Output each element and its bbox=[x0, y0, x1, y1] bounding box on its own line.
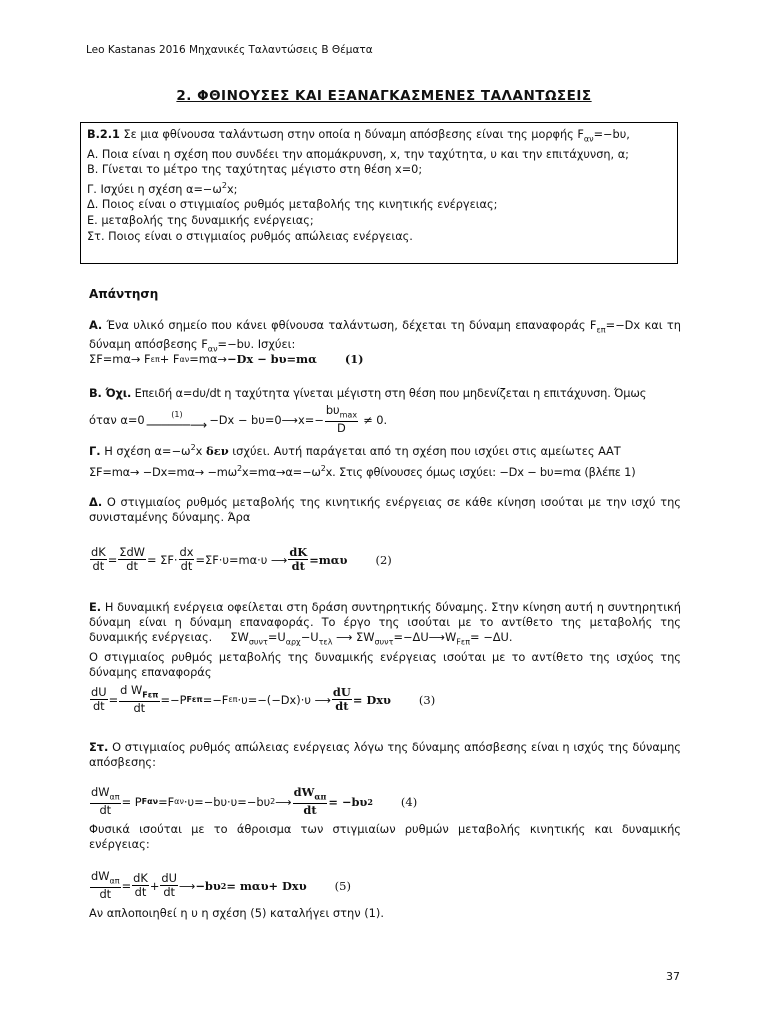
section-e-text: Ε. Η δυναμική ενέργεια οφείλεται στη δράση συντηρητικής δύναμης. Στην κίνηση αυτή η συντηρητική δύναμη είναι η δύναμη επαναφοράς. Το έργο της ισούται με το αντίθετο της μεταβολής της δυναμικής ενέργειας. $\Sigma W_{\sigma\upsilon\nu\tau}=U_{\alpha\rho\chi}-U_{\tau\varepsilon\lambda}$ ⟶ $\Sigma W_{\sigma\upsilon\nu\tau}=-\Delta U⟶W_{F\varepsilon\pi}= -\Delta U$. bbox=[89, 600, 681, 647]
question-c: Γ. Ισχύει η σχέση $\alpha=-\omega^2x$; bbox=[87, 181, 238, 196]
section-b-text: Β. Όχι. Επειδή α=dυ/dt η ταχύτητα γίνεται μέγιστη στη θέση που μηδενίζεται η επιτάχυνση. Όμως bbox=[89, 386, 647, 400]
question-d: Δ. Ποιος είναι ο στιγμιαίος ρυθμός μεταβολής της κινητικής ενέργειας; bbox=[87, 198, 498, 212]
final-remark: Αν απλοποιηθεί η υ η σχέση (5) καταλήγει στην (1). bbox=[89, 906, 384, 920]
chapter-title bbox=[0, 88, 768, 104]
question-id: Β.2.1 bbox=[87, 128, 120, 141]
equation-5: $\frac{dW_{\alpha\pi}}{dt}$ = $\frac{dK}{dt}$ + $\frac{dU}{dt}$ ⟶ −bυ 2 = mαυ+ Dxυ (5) bbox=[91, 869, 351, 902]
section-st-text: Στ. Ο στιγμιαίος ρυθμός απώλειας ενέργειας λόγω της δύναμης απόσβεσης είναι η ισχύς της δύναμης απόσβεσης: bbox=[89, 740, 681, 770]
equation-1: ΣF=mα→ F επ + F αν =mα→ −Dx − bυ=mα (1) bbox=[89, 352, 364, 366]
work-energy-relation: $\Sigma W_{\sigma\upsilon\nu\tau}=U_{\alpha\rho\chi}-U_{\tau\varepsilon\lambda}$ ⟶ $\Sigma W_{\sigma\upsilon\nu\tau}=-\Delta U⟶W_{F\varepsilon\pi}= -\Delta U$. bbox=[230, 630, 513, 647]
section-d-text: Δ. Ο στιγμιαίος ρυθμός μεταβολής της κινητικής ενέργειας σε κάθε κίνηση ισούται με την ισχύ της συνισταμένης δύναμης. Άρα bbox=[89, 495, 681, 525]
chapter-title-text: 2. ΦΘΙΝΟΥΣΕΣ ΚΑΙ ΕΞΑΝΑΓΚΑΣΜΕΝΕΣ ΤΑΛΑΝΤΩΣΕΙΣ bbox=[176, 88, 592, 104]
equation-number-1: (1) bbox=[344, 352, 364, 366]
question-a: Α. Ποια είναι η σχέση που συνδέει την απομάκρυνση, x, την ταχύτητα, υ και την επιτάχυνση, α; bbox=[87, 147, 629, 161]
page-number: 37 bbox=[666, 970, 680, 983]
section-c-line1: Γ. Η σχέση $\alpha=-\omega^2x$ δεν ισχύει. Αυτή παράγεται από τη σχέση που ισχύει στις αμείωτες ΑΑΤ bbox=[89, 443, 621, 458]
question-intro: Β.2.1 Σε μια φθίνουσα ταλάντωση στην οποία η δύναμη απόσβεσης είναι της μορφής $F_{\alpha\nu}=-b\upsilon$, bbox=[87, 128, 630, 144]
running-header: Leo Kastanas 2016 Μηχανικές Ταλαντώσεις Β Θέματα bbox=[86, 44, 373, 56]
question-e: Ε. μεταβολής της δυναμικής ενέργειας; bbox=[87, 213, 314, 227]
section-st-text2: Φυσικά ισούται με το άθροισμα των στιγμιαίων ρυθμών μεταβολής κινητικής και δυναμικής ενέργειας: bbox=[89, 822, 681, 852]
section-a-text: Α. Ένα υλικό σημείο που κάνει φθίνουσα ταλάντωση, δέχεται τη δύναμη επαναφοράς $F_{\varepsilon\pi}=-Dx$ και τη δύναμη απόσβεσης $F_{\alpha\nu}=-b\upsilon$. Ισχύει: bbox=[89, 318, 682, 354]
equation-number-5: (5) bbox=[334, 878, 351, 893]
question-b: Β. Γίνεται το μέτρο της ταχύτητας μέγιστο στη θέση x=0; bbox=[87, 163, 423, 177]
equation-3: $\frac{dU}{dt}$ = $\frac{d W_{F\varepsilon\pi}}{dt}$ =−P Fεπ =−F επ ·υ=−(−Dx)·υ ⟶ $\frac{dU}{dt}$ = Dxυ (3) bbox=[91, 683, 436, 716]
implies-arrow: (1) ──────⟶ bbox=[146, 409, 208, 432]
equation-4: $\frac{dW_{\alpha\pi}}{dt}$ = P Fαν =F αν ·υ=−bυ·υ=−bυ 2 ⟶ $\frac{dW_{\alpha\pi}}{dt}$ = −bυ 2 (4) bbox=[91, 785, 418, 818]
section-c-line2: $\Sigma F=m\alpha\to -Dx=m\alpha\to -m\omega^2x=m\alpha\to\alpha=-\omega^2x$. Στις φθίνουσες όμως ισχύει: −Dx − bυ=mα (βλέπε 1) bbox=[89, 464, 636, 479]
section-b-equation: όταν α=0 (1) ──────⟶ −Dx − bυ=0⟶x=− $\frac{b\upsilon_{max}}{D}$ ≠ 0. bbox=[89, 403, 388, 436]
equation-2: $\frac{dK}{dt}$ = $\frac{\text{ΣdW}}{dt}$ = ΣF· $\frac{dx}{dt}$ =ΣF·υ=mα·υ ⟶ $\frac{dK}{dt}$ =mαυ (2) bbox=[91, 545, 392, 573]
question-box bbox=[80, 122, 678, 264]
equation-number-2: (2) bbox=[375, 552, 392, 567]
section-e-text2: Ο στιγμιαίος ρυθμός μεταβολής της δυναμικής ενέργειας ισούται με το αντίθετο της ισχύος της δύναμης επαναφοράς bbox=[89, 650, 681, 680]
answer-heading: Απάντηση bbox=[89, 287, 159, 301]
equation-number-4: (4) bbox=[400, 794, 418, 809]
question-st: Στ. Ποιος είναι ο στιγμιαίος ρυθμός απώλειας ενέργειας. bbox=[87, 229, 413, 243]
equation-number-3: (3) bbox=[418, 692, 436, 707]
fraction-bvmax-over-d: $\frac{b\upsilon_{max}}{D}$ bbox=[325, 403, 358, 436]
